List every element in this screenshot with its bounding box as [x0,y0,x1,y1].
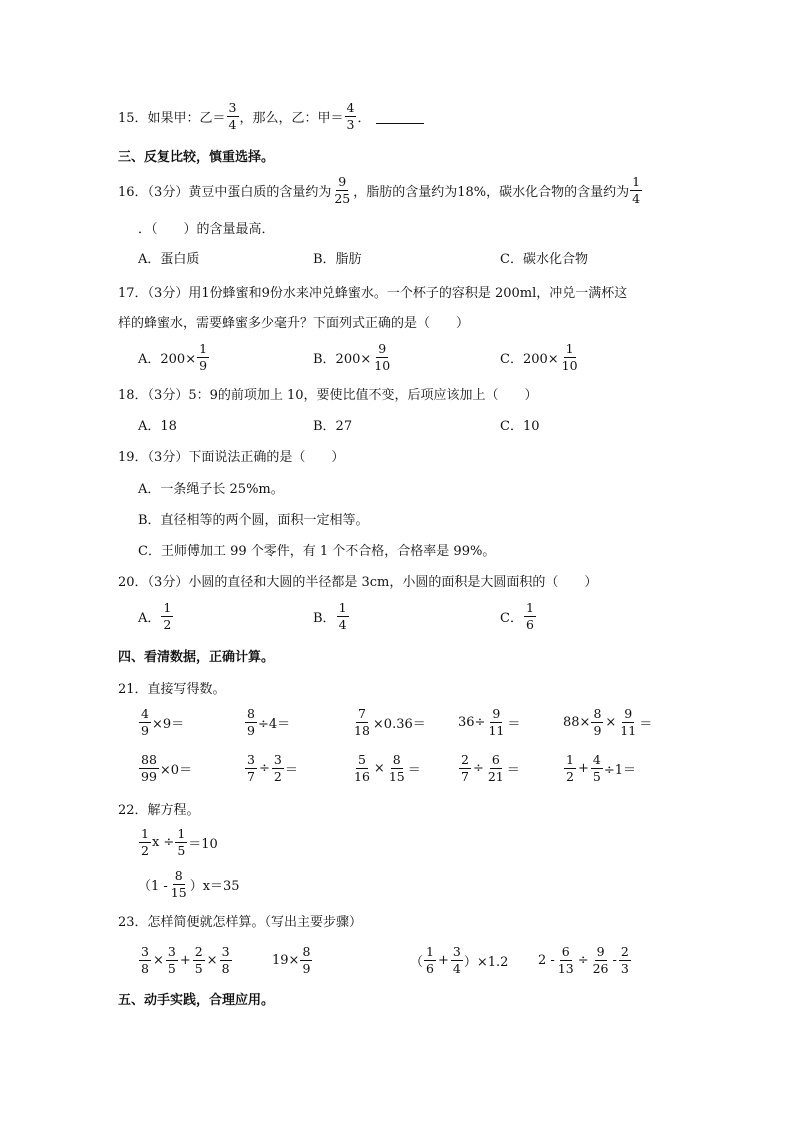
calc-item: $\frac{7}{18}$ ×0.36＝ [354,706,426,738]
question-19: 19．（3分）下面说法正确的是（ ） [118,449,345,465]
q18-option-c[interactable]: C．10 [500,418,540,434]
q16-line-2: ．（ ）的含量最高． [138,221,275,237]
q19-option-a[interactable]: A．一条绳子长 25%m。 [138,481,284,497]
q15-text: 15．如果甲：乙＝ [118,110,226,126]
question-20: 20．（3分）小圆的直径和大圆的半径都是 3cm，小圆的面积是大圆面积的（ ） [118,574,598,590]
q18-option-b[interactable]: B．27 [313,418,353,434]
simplify-item: 19× $\frac{8}{9}$ [272,944,311,976]
q17-option-a[interactable]: A．200× $\frac{1}{9}$ [138,341,208,373]
question-17: 17．（3分）用1份蜂蜜和9份水来冲兑蜂蜜水。一个杯子的容积是 200ml，冲兑一满杯这 [118,285,628,301]
fraction: 1 4 [632,174,641,206]
section-5-heading: 五、动手实践，合理应用。 [118,992,275,1008]
q19-option-c[interactable]: C．王师傅加工 99 个零件，有 1 个不合格，合格率是 99%。 [138,543,496,559]
q20-option-b[interactable]: B． 1 4 [313,600,347,632]
equation-2: （1 - 8 15 ）x＝35 [138,868,240,900]
calc-item: $\frac{3}{7}$ ÷ $\frac{3}{2}$ ＝ [247,752,298,784]
section-4-heading: 四、看清数据，正确计算。 [118,649,275,665]
simplify-item: 2 - $\frac{6}{13}$ ÷ $\frac{9}{26}$ - 2 3 [538,944,629,976]
q19-option-b[interactable]: B．直径相等的两个圆，面积一定相等。 [138,512,369,528]
question-22: 22．解方程。 [118,802,200,818]
fraction: 1 6 [525,600,534,632]
question-23: 23．怎样简便就怎样算。（写出主要步骤） [118,914,363,930]
calc-item: $\frac{8}{9}$ ÷4＝ [247,706,291,738]
answer-blank[interactable] [376,109,424,124]
section-3-heading: 三、反复比较，慎重选择。 [118,149,275,165]
question-21: 21．直接写得数。 [118,681,226,697]
q16-option-a[interactable]: A．蛋白质 [138,251,200,267]
q17-option-c[interactable]: C．200× $\frac{1}{10}$ [500,341,578,373]
calc-item: $\frac{5}{16}$ × $\frac{8}{15}$ ＝ [354,752,421,784]
q16-option-c[interactable]: C．碳水化合物 [500,251,588,267]
q17-option-b[interactable]: B．200× $\frac{9}{10}$ [313,341,391,373]
calc-item: $\frac{88}{99}$ ×0＝ [141,752,193,784]
q20-option-c[interactable]: C． 1 6 [500,600,534,632]
fraction: 4 3 [346,100,355,132]
simplify-item: $\frac{3}{8}$ × $\frac{3}{5}$ + $\frac{2}{5}$ × $\frac{3}{8}$ [141,944,230,976]
calc-item: 36÷ $\frac{9}{11}$ ＝ [458,706,521,738]
fraction: 1 2 [163,600,172,632]
question-16: 16．（3分）黄豆中蛋白质的含量约为 9 25 ，脂肪的含量约为18%，碳水化合物的含量约为 1 4 [118,174,641,206]
q15-text-mid: ，那么，乙：甲＝ [239,110,344,126]
q18-option-a[interactable]: A．18 [138,418,177,434]
equation-1: 1 2 x ÷ $\frac{1}{5}$ ＝10 [141,826,218,858]
calc-item: $\frac{2}{7}$ ÷ $\frac{6}{21}$ ＝ [461,752,520,784]
q17-line-2: 样的蜂蜜水，需要蜂蜜多少毫升？下面列式正确的是（ ） [118,315,470,331]
calc-item: 88× $\frac{8}{9}$ × $\frac{9}{11}$ ＝ [563,706,653,738]
calc-item: $\frac{4}{9}$ ×9＝ [141,706,185,738]
question-18: 18．（3分）5：9的前项加上 10，要使比值不变，后项应该加上（ ） [118,387,538,403]
fraction: $\frac{1}{9}$ [199,341,208,373]
fraction: $\frac{1}{10}$ [561,341,578,373]
fraction: 3 4 [228,100,237,132]
q20-option-a[interactable]: A． 1 2 [138,600,172,632]
fraction: 9 25 [334,174,351,206]
simplify-item: （ 1 6 + $\frac{3}{4}$ ）×1.2 [410,944,509,976]
fraction: 1 4 [338,600,347,632]
calc-item: 1 2 + $\frac{4}{5}$ ÷1＝ [566,752,636,784]
question-15: 15．如果甲：乙＝ 3 4 ，那么，乙：甲＝ 4 3 ． [118,101,424,131]
fraction: $\frac{9}{10}$ [374,341,391,373]
q16-option-b[interactable]: B．脂肪 [313,251,362,267]
